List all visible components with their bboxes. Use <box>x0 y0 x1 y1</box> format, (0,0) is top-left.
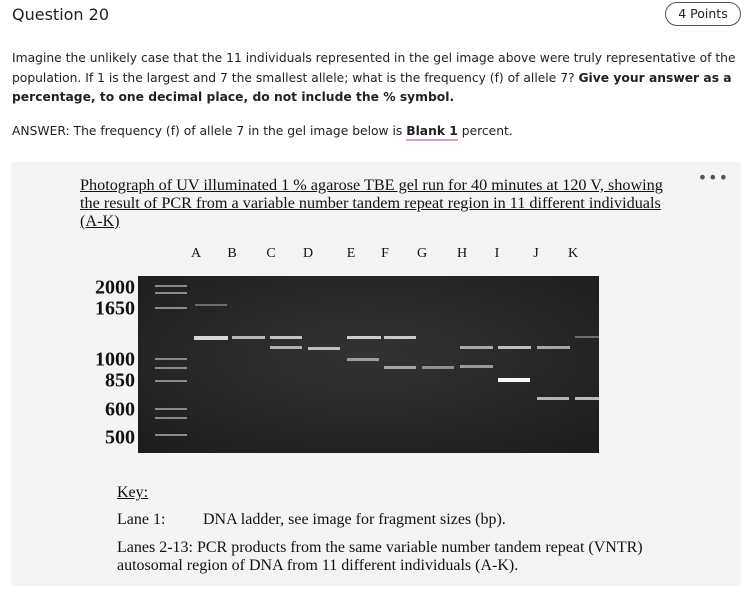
ladder-band <box>155 434 187 436</box>
lane-letter-c: C <box>266 246 276 261</box>
answer-line <box>12 124 513 138</box>
key-lanes-line1: Lanes 2-13: PCR products from the same variable number tandem repeat (VNTR) <box>117 539 643 556</box>
band-h-2 <box>460 365 493 368</box>
ladder-band <box>155 367 187 369</box>
lane-letter-d: D <box>302 246 314 261</box>
band-f-1 <box>384 336 416 339</box>
band-k-1 <box>575 336 599 338</box>
key-lane1-text: DNA ladder, see image for fragment sizes (bp). <box>203 511 506 528</box>
ladder-label-2000: 2000 <box>95 276 135 299</box>
ladder-label-1000: 1000 <box>95 348 135 371</box>
band-e-1 <box>347 336 381 339</box>
band-h-1 <box>460 346 493 349</box>
ladder-band <box>155 417 187 419</box>
prompt-text: Imagine the unlikely case that the 11 individuals represented in the gel image above were truly representative of the population. If 1 is the largest and 7 the smallest allele; what is the frequency (f) of allele 7? <box>12 51 736 85</box>
question-title: Question 20 <box>12 5 110 24</box>
ladder-band <box>155 358 187 360</box>
answer-suffix: percent. <box>457 124 513 138</box>
band-g <box>422 366 454 369</box>
band-i-2 <box>498 378 530 382</box>
gel-figure <box>11 162 741 586</box>
lane-letter-f: F <box>381 246 389 261</box>
points-badge: 4 Points <box>665 2 741 26</box>
band-b <box>232 336 265 339</box>
figure-caption: Photograph of UV illuminated 1 % agarose TBE gel run for 40 minutes at 120 V, showing the result of PCR from a variable number tandem repeat region in 11 different individuals (A-K) <box>80 176 663 230</box>
ladder-band <box>155 292 187 294</box>
ladder-band <box>155 380 187 382</box>
gel-image <box>138 276 599 453</box>
answer-prefix: ANSWER: The frequency (f) of allele 7 in the gel image below is <box>12 124 407 138</box>
key-lanes-line2: autosomal region of DNA from 11 different individuals (A-K). <box>117 557 519 574</box>
ladder-band <box>155 408 187 410</box>
band-i-1 <box>498 346 531 349</box>
lane-letter-h: H <box>456 246 468 261</box>
prompt-instruction: Give your answer as a percentage, to one decimal place, do not include the % symbol. <box>12 70 732 104</box>
lane-letter-a: A <box>190 246 202 261</box>
key-title <box>117 483 148 502</box>
key-title-text: Key: <box>117 484 149 501</box>
band-j-2 <box>537 397 569 400</box>
ladder-label-1650: 1650 <box>95 297 135 320</box>
ladder-label-600: 600 <box>105 398 135 421</box>
ladder-band <box>155 307 187 309</box>
key-lane1-label: Lane 1: <box>117 511 166 528</box>
band-d <box>308 347 340 350</box>
band-c-1 <box>270 336 302 339</box>
key-lane1 <box>117 510 506 529</box>
question-prompt <box>12 49 742 108</box>
band-j-1 <box>537 346 570 349</box>
ladder-label-500: 500 <box>105 426 135 449</box>
lane-letter-k: K <box>567 246 579 261</box>
band-e-2 <box>347 358 379 361</box>
ladder-label-850: 850 <box>105 369 135 392</box>
band-a <box>194 336 228 340</box>
band-c-2 <box>270 346 302 349</box>
more-options-icon[interactable]: ••• <box>697 168 729 187</box>
lane-letter-b: B <box>227 246 237 261</box>
band-a-upper <box>195 304 227 306</box>
ladder-band <box>155 285 187 287</box>
lane-letter-e: E <box>346 246 356 261</box>
band-k-2 <box>575 397 599 400</box>
lane-letter-g: G <box>416 246 428 261</box>
ladder-size-labels <box>11 162 135 462</box>
gel-background <box>138 276 599 453</box>
band-f-2 <box>384 366 416 369</box>
blank-1-field[interactable]: Blank 1 <box>406 124 458 141</box>
lane-letter-i: I <box>494 246 500 261</box>
lane-letter-j: J <box>533 246 539 261</box>
